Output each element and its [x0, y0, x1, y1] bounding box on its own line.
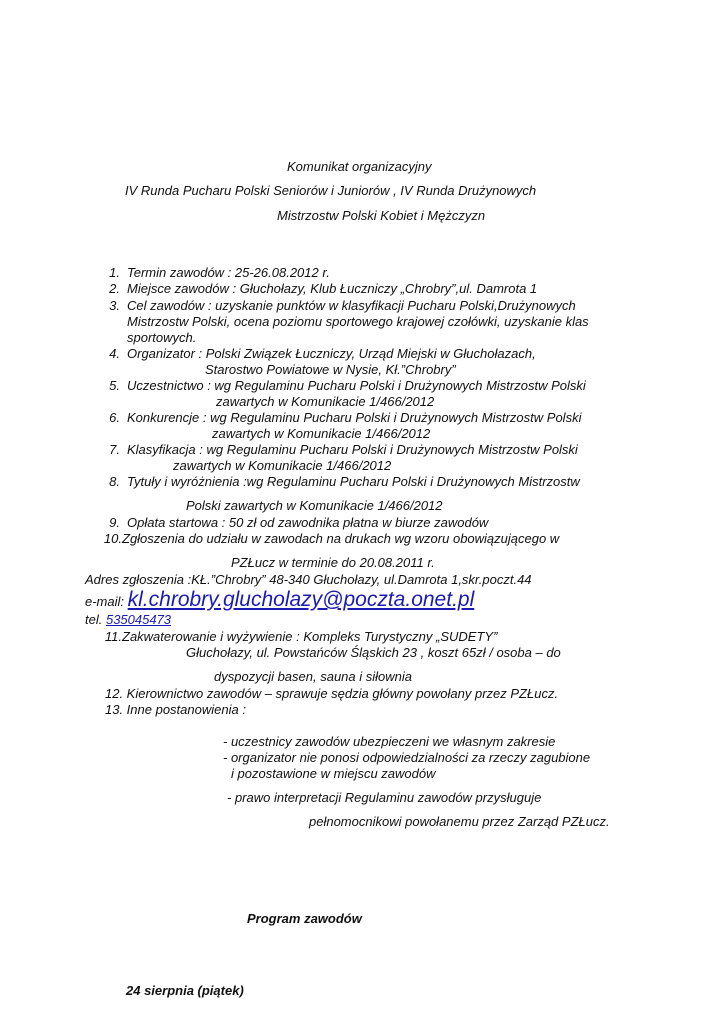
subtitle-line-2: Mistrzostw Polski Kobiet i Mężczyzn	[277, 208, 486, 223]
item-text-continued: zawartych w Komunikacie 1/466/2012	[173, 458, 392, 473]
item-text-continued: Głuchołazy, ul. Powstańców Śląskich 23 , koszt 65zł / osoba – do	[186, 645, 561, 660]
item-text: Termin zawodów : 25-26.08.2012 r.	[127, 265, 330, 280]
item-text: 12. Kierownictwo zawodów – sprawuje sędzia główny powołany przez PZŁucz.	[105, 686, 559, 701]
item-number: 4.	[109, 346, 120, 361]
item-number: 2.	[109, 281, 120, 296]
item-number: 5.	[109, 378, 120, 393]
application-address: Adres zgłoszenia :KŁ.”Chrobry” 48-340 Głuchołazy, ul.Damrota 1,skr.poczt.44	[85, 572, 532, 587]
provision-line: - prawo interpretacji Regulaminu zawodów przysługuje	[227, 790, 542, 805]
item-number: 8.	[109, 474, 120, 489]
item-number: 10.	[103, 531, 122, 546]
provision-line-continued: i pozostawione w miejscu zawodów	[231, 766, 436, 781]
item-number: 7.	[109, 442, 120, 457]
email-link[interactable]: kl.chrobry.glucholazy@poczta.onet.pl	[127, 588, 475, 611]
item-number: 6.	[109, 410, 120, 425]
item-number: 3.	[109, 298, 120, 313]
provision-line-continued: pełnomocnikowi powołanemu przez Zarząd PZŁucz.	[309, 814, 610, 829]
item-text-continued: sportowych.	[127, 330, 197, 345]
item-number: 9.	[109, 515, 120, 530]
item-number: 11.	[104, 629, 122, 644]
item-text: Cel zawodów : uzyskanie punktów w klasyfikacji Pucharu Polski,Drużynowych	[127, 298, 576, 313]
email-row	[85, 589, 474, 613]
item-text: 13. Inne postanowienia :	[105, 702, 246, 717]
item-text-continued: PZŁucz w terminie do 20.08.2011 r.	[231, 555, 435, 570]
item-text: Zakwaterowanie i wyżywienie : Kompleks Turystyczny „SUDETY”	[122, 629, 498, 644]
item-text: Miejsce zawodów : Głuchołazy, Klub Łuczniczy „Chrobry”,ul. Damrota 1	[127, 281, 538, 296]
tel-label: tel.	[85, 612, 103, 627]
item-text: Zgłoszenia do udziału w zawodach na drukach wg wzoru obowiązującego w	[122, 531, 560, 546]
item-text: Uczestnictwo : wg Regulaminu Pucharu Polski i Drużynowych Mistrzostw Polski	[127, 378, 586, 393]
provision-line: - organizator nie ponosi odpowiedzialności za rzeczy zagubione	[223, 750, 591, 765]
item-text: Konkurencje : wg Regulaminu Pucharu Polski i Drużynowych Mistrzostw Polski	[127, 410, 582, 425]
item-text: Organizator : Polski Związek Łuczniczy, Urząd Miejski w Głuchołazach,	[127, 346, 536, 361]
provision-line: - uczestnicy zawodów ubezpieczeni we własnym zakresie	[223, 734, 556, 749]
program-day-heading: 24 sierpnia (piątek)	[126, 983, 244, 998]
document-title: Komunikat organizacyjny	[287, 159, 432, 174]
item-text-continued: Starostwo Powiatowe w Nysie, Kł.”Chrobry”	[205, 362, 456, 377]
item-text-continued: dyspozycji basen, sauna i siłownia	[214, 669, 412, 684]
item-text: Opłata startowa : 50 zł od zawodnika płatna w biurze zawodów	[127, 515, 489, 530]
item-text: Tytuły i wyróżnienia :wg Regulaminu Pucharu Polski i Drużynowych Mistrzostw	[127, 474, 580, 489]
program-title: Program zawodów	[247, 911, 362, 926]
subtitle-line-1: IV Runda Pucharu Polski Seniorów i Juniorów , IV Runda Drużynowych	[125, 183, 537, 198]
tel-link[interactable]: 535045473	[105, 612, 172, 627]
item-text-continued: Mistrzostw Polski, ocena poziomu sportowego krajowej czołówki, uzyskanie klas	[127, 314, 589, 329]
email-label: e-mail:	[85, 594, 125, 609]
item-text: Klasyfikacja : wg Regulaminu Pucharu Polski i Drużynowych Mistrzostw Polski	[127, 442, 578, 457]
item-text-continued: zawartych w Komunikacie 1/466/2012	[216, 394, 435, 409]
item-text-continued: zawartych w Komunikacie 1/466/2012	[212, 426, 431, 441]
tel-row	[85, 612, 171, 627]
item-text-continued: Polski zawartych w Komunikacie 1/466/2012	[186, 498, 443, 513]
item-number: 1.	[109, 265, 120, 280]
